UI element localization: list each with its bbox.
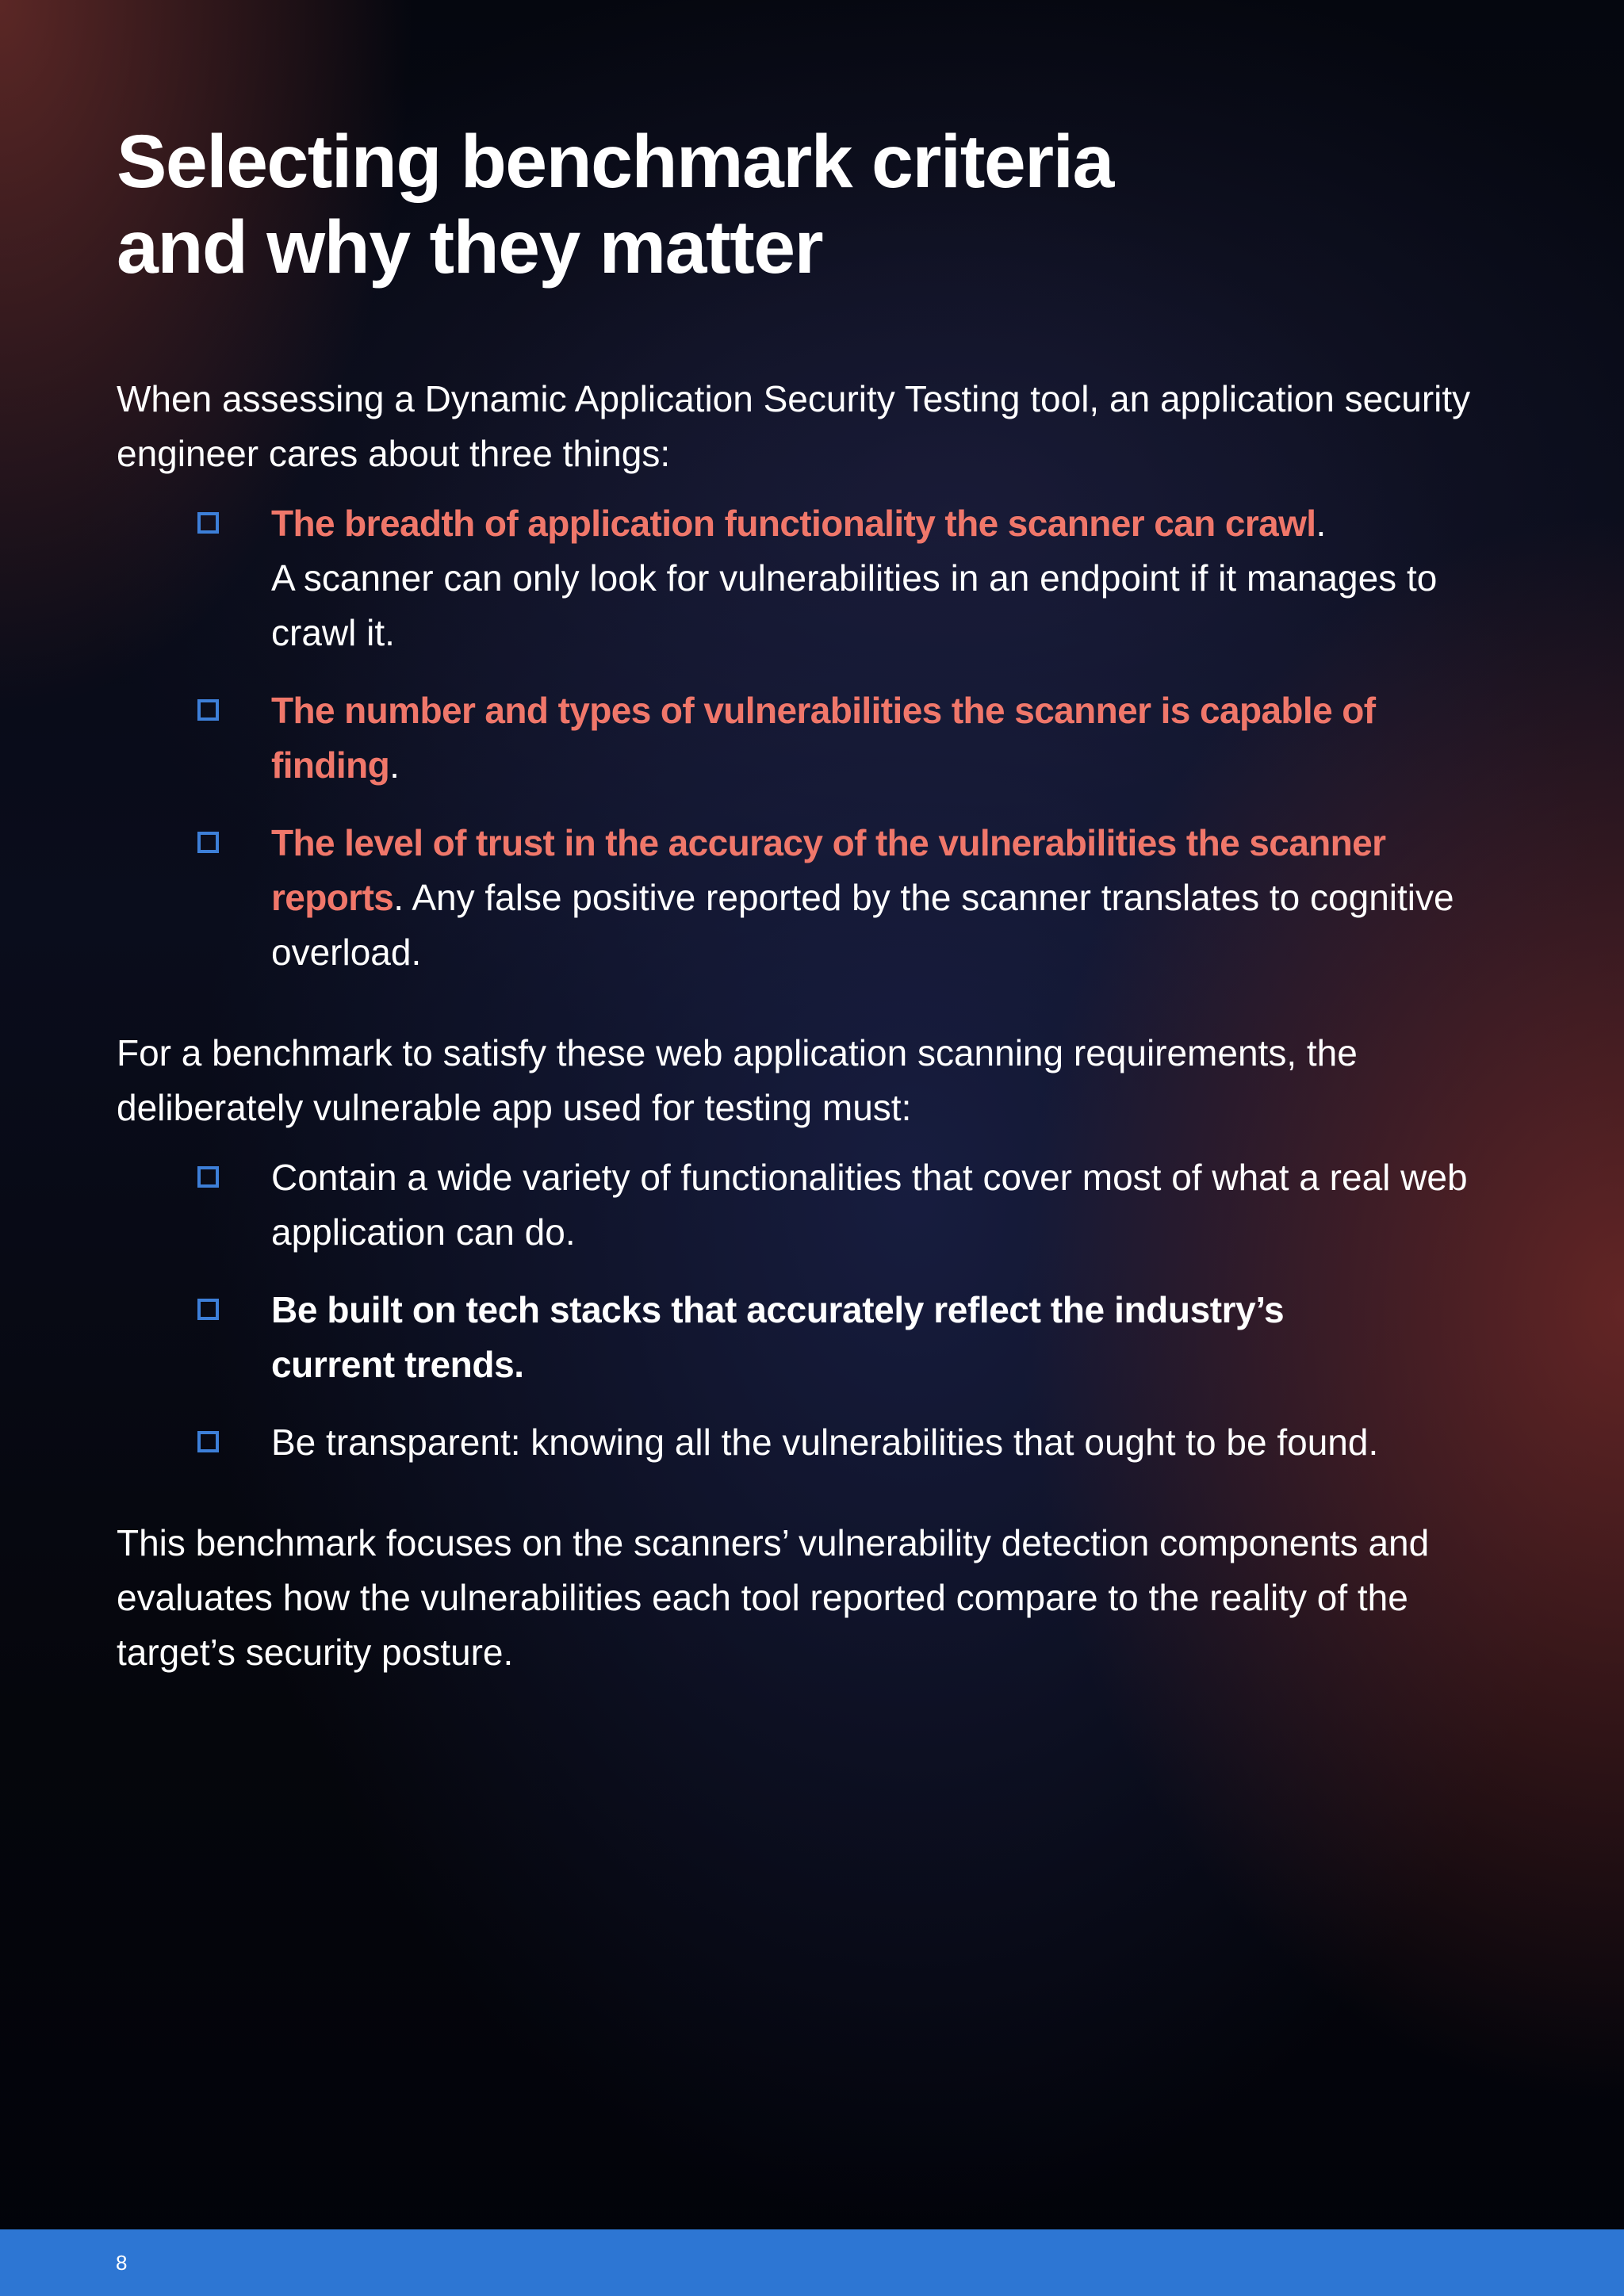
requirement-text: Be built on tech stacks that accurately reflect the industry’s current trends. (271, 1289, 1285, 1385)
page-content (117, 119, 1512, 1680)
footer-bar (0, 2229, 1624, 2296)
checkbox-icon (197, 699, 219, 721)
concern-text: . (389, 744, 400, 786)
requirements-list (117, 1150, 1512, 1470)
checkbox-icon (197, 512, 219, 534)
conclusion-paragraph: This benchmark focuses on the scanners’ vulnerability detection components and evaluates how the vulnerabilities each tool reported compare to the reality of the target’s security posture. (117, 1522, 1430, 1673)
concern-highlight: The breadth of application functionality the scanner can crawl (271, 503, 1316, 544)
list-item-requirement (117, 1283, 1512, 1392)
concern-text: . (1316, 503, 1327, 544)
page-number: 8 (116, 2251, 128, 2275)
list-item-concern (117, 683, 1512, 793)
list-item-concern (117, 816, 1512, 980)
concern-highlight: The level of trust in the accuracy of the vulnerabilities the scanner reports (271, 822, 1386, 918)
checkbox-icon (197, 1431, 219, 1452)
concern-highlight: The number and types of vulnerabilities the scanner is capable of finding (271, 690, 1376, 786)
concerns-list (117, 496, 1512, 980)
requirement-text: Contain a wide variety of functionalities that cover most of what a real web application can do. (271, 1157, 1468, 1253)
requirements-intro-paragraph: For a benchmark to satisfy these web application scanning requirements, the deliberately vulnerable app used for testing must: (117, 1032, 1358, 1128)
concern-detail: A scanner can only look for vulnerabilities in an endpoint if it manages to crawl it. (271, 557, 1438, 653)
checkbox-icon (197, 1299, 219, 1320)
checkbox-icon (197, 1166, 219, 1188)
checkbox-icon (197, 832, 219, 853)
intro-paragraph: When assessing a Dynamic Application Security Testing tool, an application security engineer cares about three things: (117, 378, 1471, 474)
page-title (117, 119, 1512, 290)
requirement-text: Be transparent: knowing all the vulnerabilities that ought to be found. (271, 1422, 1379, 1463)
page-title-line-2: and why they matter (117, 205, 823, 289)
page-title-line-1: Selecting benchmark criteria (117, 120, 1113, 204)
list-item-requirement (117, 1415, 1512, 1470)
concern-text: . Any false positive reported by the scanner translates to cognitive overload. (271, 877, 1454, 973)
list-item-concern (117, 496, 1512, 660)
list-item-requirement (117, 1150, 1512, 1260)
